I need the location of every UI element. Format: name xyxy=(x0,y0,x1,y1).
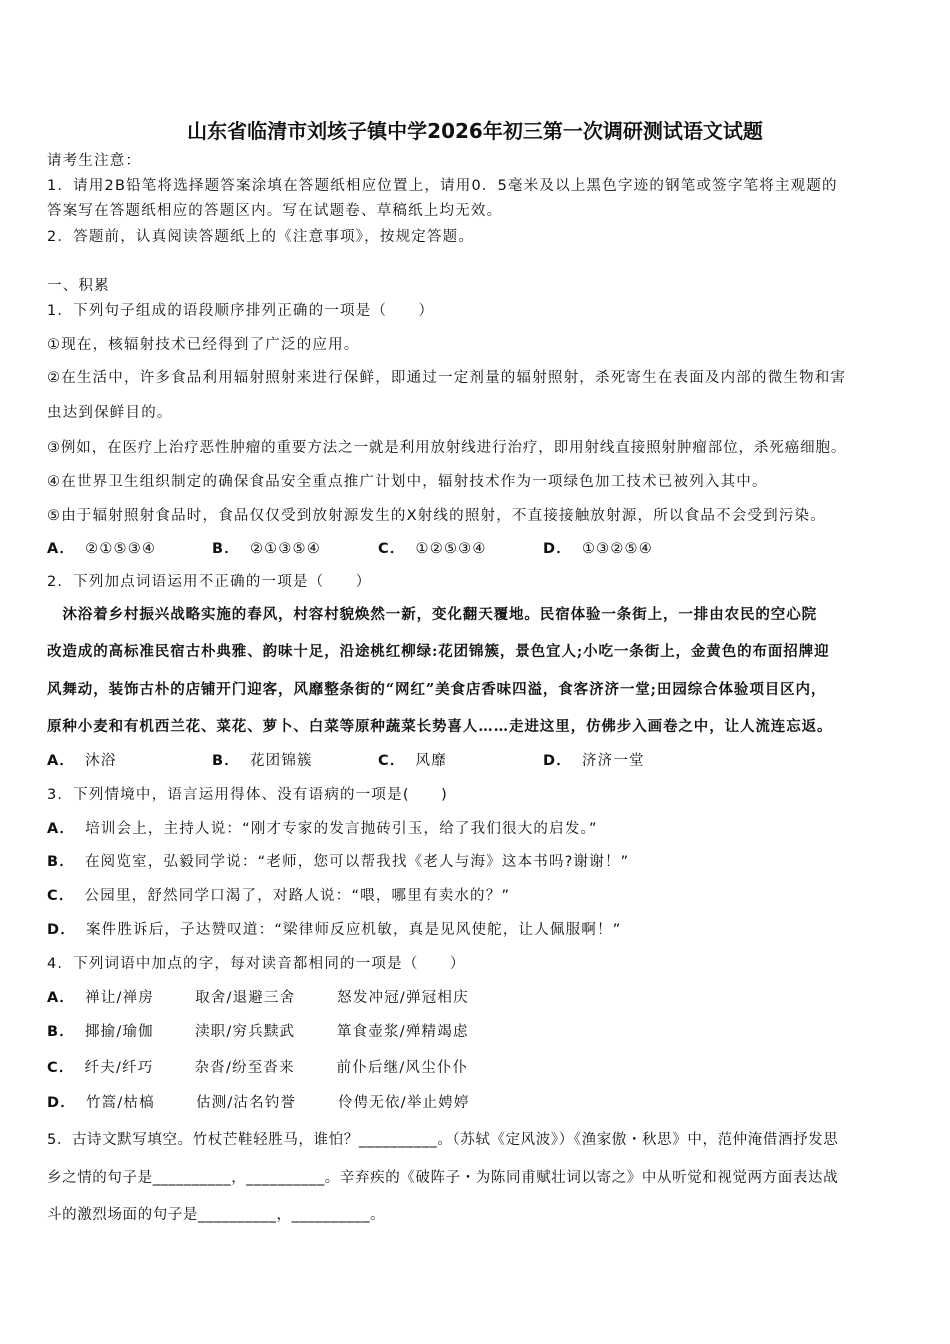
q4-option-d[interactable]: D． 竹篙/枯槁 估测/沽名钓誉 伶俜无依/举止娉婷 xyxy=(47,1095,470,1111)
q3-option-c[interactable]: C． 公园里，舒然同学口渴了，对路人说：“喂，哪里有卖水的？” xyxy=(47,888,511,904)
notice-heading: 请考生注意： xyxy=(47,153,142,169)
q2-passage-line: 原种小麦和有机西兰花、菜花、萝卜、白菜等原种蔬菜长势喜人……走进这里，仿佛步入画卷之中，让人流连忘返。 xyxy=(47,718,833,735)
q2-passage-line: 沐浴着乡村振兴战略实施的春风，村容村貌焕然一新，变化翻天覆地。民宿体验一条街上，一排由农民的空心院 xyxy=(47,606,817,623)
q1-option-a[interactable]: A． ②①⑤③④ xyxy=(47,541,157,557)
q1-line: ⑤由于辐射照射食品时，食品仅仅受到放射源发生的X射线的照射，不直接接触放射源，所以食品不会受到污染。 xyxy=(47,508,826,524)
q1-option-b[interactable]: B． ②①③⑤④ xyxy=(212,541,321,557)
q1-line: ④在世界卫生组织制定的确保食品安全重点推广计划中，辐射技术作为一项绿色加工技术已被列入其中。 xyxy=(47,474,768,490)
q2-passage-line: 风舞动，装饰古朴的店铺开门迎客，风靡整条街的“网红”美食店香味四溢，食客济济一堂;田园综合体验项目区内， xyxy=(47,681,827,698)
q5-line: 5．古诗文默写填空。竹杖芒鞋轻胜马，谁怕？__________。（苏轼《定风波》）《渔家傲・秋思》中，范仲淹借酒抒发思 xyxy=(47,1132,839,1148)
q4-option-c[interactable]: C． 纤夫/纤巧 杂沓/纷至沓来 前仆后继/风尘仆仆 xyxy=(47,1060,469,1076)
q3-option-a[interactable]: A． 培训会上，主持人说：“刚才专家的发言抛砖引玉，给了我们很大的启发。” xyxy=(47,821,598,837)
q2-option-d[interactable]: D． 济济一堂 xyxy=(543,753,645,769)
notice-line: 1．请用2B铅笔将选择题答案涂填在答题纸相应位置上，请用0．5毫米及以上黑色字迹的钢笔或签字笔将主观题的 xyxy=(47,178,838,194)
q2-stem: 2．下列加点词语运用不正确的一项是（ ） xyxy=(47,574,372,590)
q2-option-b[interactable]: B． 花团锦簇 xyxy=(212,753,313,769)
q4-option-a[interactable]: A． 禅让/禅房 取舍/退避三舍 怒发冲冠/弹冠相庆 xyxy=(47,990,469,1006)
q4-option-b[interactable]: B． 揶揄/瑜伽 渎职/穷兵黩武 箪食壶浆/殚精竭虑 xyxy=(47,1024,469,1040)
q3-option-b[interactable]: B． 在阅览室，弘毅同学说：“老师，您可以帮我找《老人与海》这本书吗?谢谢！” xyxy=(47,854,630,870)
q2-passage-line: 改造成的高标准民宿古朴典雅、韵味十足，沿途桃红柳绿:花团锦簇，景色宜人;小吃一条街上，金黄色的布面招牌迎 xyxy=(47,643,830,660)
q4-stem: 4．下列词语中加点的字，每对读音都相同的一项是（ ） xyxy=(47,956,466,972)
section-heading: 一、积累 xyxy=(47,278,110,294)
q1-line: ②在生活中，许多食品利用辐射照射来进行保鲜，即通过一定剂量的辐射照射，杀死寄生在表面及内部的微生物和害 xyxy=(47,370,847,386)
notice-line: 2．答题前，认真阅读答题纸上的《注意事项》，按规定答题。 xyxy=(47,229,475,245)
q1-line: 虫达到保鲜目的。 xyxy=(47,405,173,421)
q3-stem: 3．下列情境中，语言运用得体、没有语病的一项是( ) xyxy=(47,787,448,803)
page-title: 山东省临清市刘垓子镇中学2026年初三第一次调研测试语文试题 xyxy=(187,119,763,143)
q3-option-d[interactable]: D． 案件胜诉后，子达赞叹道：“梁律师反应机敏，真是见风使舵，让人佩服啊！” xyxy=(47,922,622,938)
q1-line: ③例如，在医疗上治疗恶性肿瘤的重要方法之一就是利用放射线进行治疗，即用射线直接照射肿瘤部位，杀死癌细胞。 xyxy=(47,440,847,456)
q5-line: 斗的激烈场面的句子是__________，__________。 xyxy=(47,1207,386,1223)
notice-line: 答案写在答题纸相应的答题区内。写在试题卷、草稿纸上均无效。 xyxy=(47,203,503,219)
q1-stem: 1．下列句子组成的语段顺序排列正确的一项是（ ） xyxy=(47,303,435,319)
q2-option-a[interactable]: A． 沐浴 xyxy=(47,753,117,769)
q2-option-c[interactable]: C． 风靡 xyxy=(378,753,447,769)
q5-line: 乡之情的句子是__________，__________。辛弃疾的《破阵子・为陈同甫赋壮词以寄之》中从听觉和视觉两方面表达战 xyxy=(47,1170,839,1186)
q1-option-c[interactable]: C． ①②⑤③④ xyxy=(378,541,487,557)
q1-option-d[interactable]: D． ①③②⑤④ xyxy=(543,541,653,557)
q1-line: ①现在，核辐射技术已经得到了广泛的应用。 xyxy=(47,337,360,353)
